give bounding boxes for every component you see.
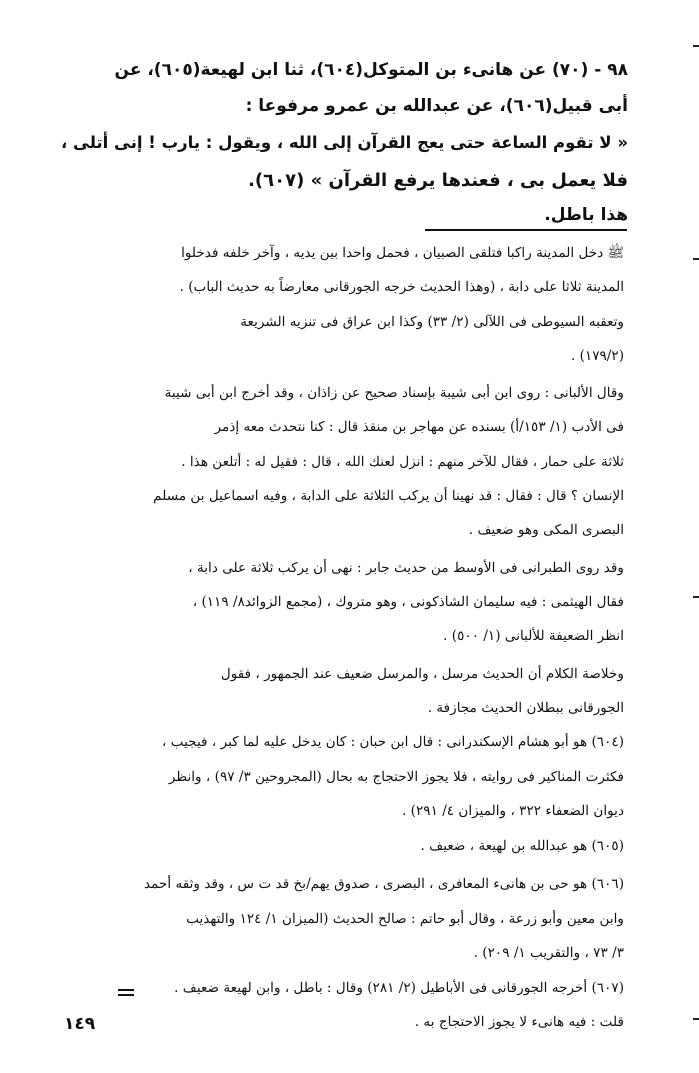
commentary-line: وخلاصة الكلام أن الحديث مرسل ، والمرسل ضعيف عند الجمهور ، فقول [220,665,624,682]
hadith-line: « لا تقوم الساعة حتى يعج القرآن إلى الله ، ويقول : يارب ! إنى أتلى ، [60,133,628,152]
commentary-line: وقد روى الطبرانى فى الأوسط من حديث جابر : نهى أن يركب ثلاثة على دابة ، [188,559,624,576]
page-number: ١٤٩ [64,1014,96,1034]
margin-tick [693,258,699,260]
margin-tick [693,596,699,598]
signature-marker [118,989,134,996]
margin-tick [693,1018,699,1020]
commentary-line: البصرى المكى وهو ضعيف . [468,522,624,539]
hadith-block [58,52,628,230]
commentary-line: ﷺ دخل المدينة راكبا فتلقى الصبيان ، فحمل واحدا بين يديه ، وآخر خلفه فدخلوا [181,245,624,261]
footnote-line: قلت : فيه هانىء لا يجوز الاحتجاج به . [414,1014,624,1031]
footnote-line: وابن معين وأبو زرعة ، وقال أبو حاتم : صالح الحديث (الميزان ١/ ١٢٤ والتهذيب [186,910,624,927]
footnote-line: ديوان الضعفاء ٣٢٢ ، والميزان ٤/ ٢٩١) . [402,803,624,820]
footnote-line: (٦٠٦) هو حى بن هانىء المعافرى ، البصرى ، صدوق يهم/بخ قد ت س ، وقد وثقه أحمد [143,876,624,893]
commentary-line: فقال الهيثمى : فيه سليمان الشاذكونى ، وهو متروك ، (مجمع الزوائد٨/ ١١٩) ، [192,593,624,610]
hadith-line: أبى قبيل(٦٠٦)، عن عبدالله بن عمرو مرفوعا : [245,96,628,116]
hadith-verdict: هذا باطل. [544,205,628,225]
footnote-line: (٦٠٥) هو عبدالله بن لهيعة ، ضعيف . [420,837,624,854]
commentary-line: (١٧٩/٢) . [570,347,624,364]
notes-block [62,236,624,1040]
footnote-line: (٦٠٧) أخرجه الجورقانى فى الأباطيل (٢/ ٢٨١) وقال : باطل ، وابن لهيعة ضعيف . [174,979,624,996]
margin-tick [693,45,699,47]
commentary-line: وقال الألبانى : روى ابن أبى شيبة بإسناد صحيح عن زاذان ، وقد أخرج ابن أبى شيبة [164,385,624,402]
hadith-line: فلا يعمل بى ، فعندها يرفع القرآن » (٦٠٧). [248,170,628,191]
commentary-line: الإنسان ؟ قال : فقال : قد نهينا أن يركب الثلاثة على الدابة ، وفيه اسماعيل بن مسلم [153,488,624,505]
footnote-line: فكثرت المناكير فى روايته ، فلا يجوز الاحتجاج به بحال (المجروحين ٣/ ٩٧) ، وانظر [168,768,624,785]
commentary-line: المدينة ثلاثا على دابة ، (وهذا الحديث خرجه الجورقانى معارضاً به حديث الباب) . [179,279,624,296]
commentary-line: انظر الضعيفة للألبانى (١/ ٥٠٠) . [443,628,624,645]
hadith-line: ٩٨ - (٧٠) عن هانىء بن المتوكل(٦٠٤)، ثنا ابن لهيعة(٦٠٥)، عن [114,60,628,80]
commentary-line: فى الأدب (١/ ١٥٣/أ) بسنده عن مهاجر بن منقذ قال : كنا نتحدث معه إذمر [214,419,624,436]
footnote-line: (٦٠٤) هو أبو هشام الإسكندرانى : قال ابن حبان : كان يدخل عليه لما كبر ، فيجيب ، [162,734,624,751]
commentary-line: وتعقبه السيوطى فى اللآلى (٢/ ٣٣) وكذا ابن عراق فى تنزيه الشريعة [240,313,624,330]
footnote-line: ٣/ ٧٣ ، والتقريب ١/ ٢٠٩) . [473,945,624,962]
footnote-separator [425,229,627,231]
commentary-line: ثلاثة على حمار ، فقال للآخر منهم : انزل لعنك الله ، قال : فقيل له : أتلعن هذا . [181,453,624,470]
commentary-line: الجورقانى ببطلان الحديث مجازفة . [427,699,624,716]
